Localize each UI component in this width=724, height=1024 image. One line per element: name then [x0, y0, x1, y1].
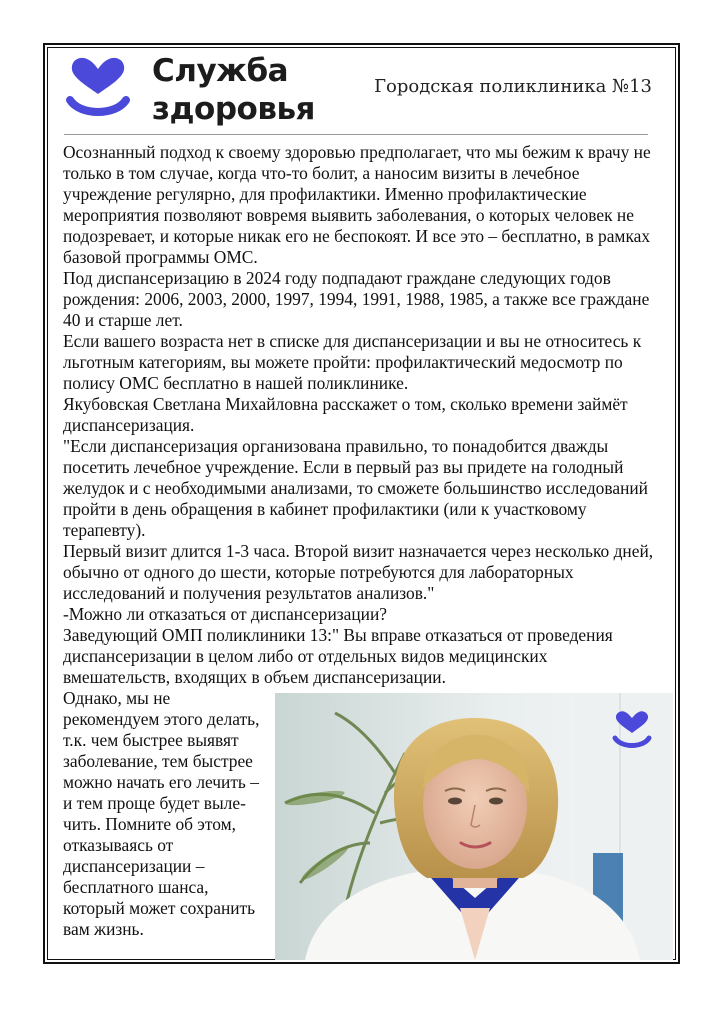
- brand-line-1: Служба: [152, 53, 289, 89]
- side-column-text: [63, 688, 275, 940]
- side-line: рекомендуем этого делать,: [63, 709, 260, 729]
- side-line: отказываясь от: [63, 835, 174, 855]
- side-line: можно начать его лечить –: [63, 772, 259, 792]
- side-line: бесплатного шанса,: [63, 877, 209, 897]
- brand-name: [152, 52, 315, 128]
- doctor-photo: [275, 693, 673, 960]
- paragraph: Якубовская Светлана Михайловна расскажет о том, сколько времени займёт диспансеризация.: [63, 394, 628, 435]
- side-line: т.к. чем быстрее выявят: [63, 730, 239, 750]
- header-divider: [64, 134, 648, 135]
- side-line: чить. Помните об этом,: [63, 814, 236, 834]
- side-line: который может сохранить: [63, 898, 256, 918]
- brand-line-2: здоровья: [152, 91, 315, 127]
- side-line: Однако, мы не: [63, 688, 171, 708]
- paragraph: Под диспансеризацию в 2024 году подпадают граждане следующих годов рождения: 2006, 2003, 2000, 1997, 1994, 1991, 1988, 1985, а также все граждане 40 и старше лет.: [63, 268, 650, 330]
- paragraph: Осознанный подход к своему здоровью предполагает, что мы бежим к врачу не только в том случае, когда что-то болит, а наносим визиты в лечебное учреждение регулярно, для профилактики. Именно профилактические мероприятия позволяют вовремя выявить заболевания, о которых человек не подозревает, и которые никак его не беспокоят. И все это – бесплатно, в рамках базовой программы ОМС.: [63, 142, 651, 267]
- paragraph: Заведующий ОМП поликлиники 13:" Вы вправе отказаться от проведения диспансеризации в целом либо от отдельных видов медицинских вмешательств, входящих в объем диспансеризации.: [63, 625, 613, 687]
- heart-smile-icon: [64, 54, 132, 120]
- article-body: [63, 142, 655, 688]
- paragraph: Если вашего возраста нет в списке для диспансеризации и вы не относитесь к льготным категориям, вы можете пройти: профилактический медосмотр по полису ОМС бесплатно в нашей поликлинике.: [63, 331, 642, 393]
- side-line: и тем проще будет выле-: [63, 793, 246, 813]
- paragraph: Первый визит длится 1-3 часа. Второй визит назначается через несколько дней, обычно от одного до шести, которые потребуются для лабораторных исследований и получения результатов анализов.": [63, 541, 654, 603]
- side-line: заболевание, тем быстрее: [63, 751, 253, 771]
- clinic-name: Городская поликлиника №13: [374, 76, 652, 97]
- paragraph: "Если диспансеризация организована правильно, то понадобится дважды посетить лечебное учреждение. Если в первый раз вы придете на голодный желудок и с необходимыми анализами, то сможете большинство исследований пройти в день обращения в кабинет профилактики (или к участковому терапевту).: [63, 436, 648, 540]
- paragraph: -Можно ли отказаться от диспансеризации?: [63, 604, 387, 624]
- side-line: диспансеризации –: [63, 856, 205, 876]
- side-line: вам жизнь.: [63, 919, 144, 939]
